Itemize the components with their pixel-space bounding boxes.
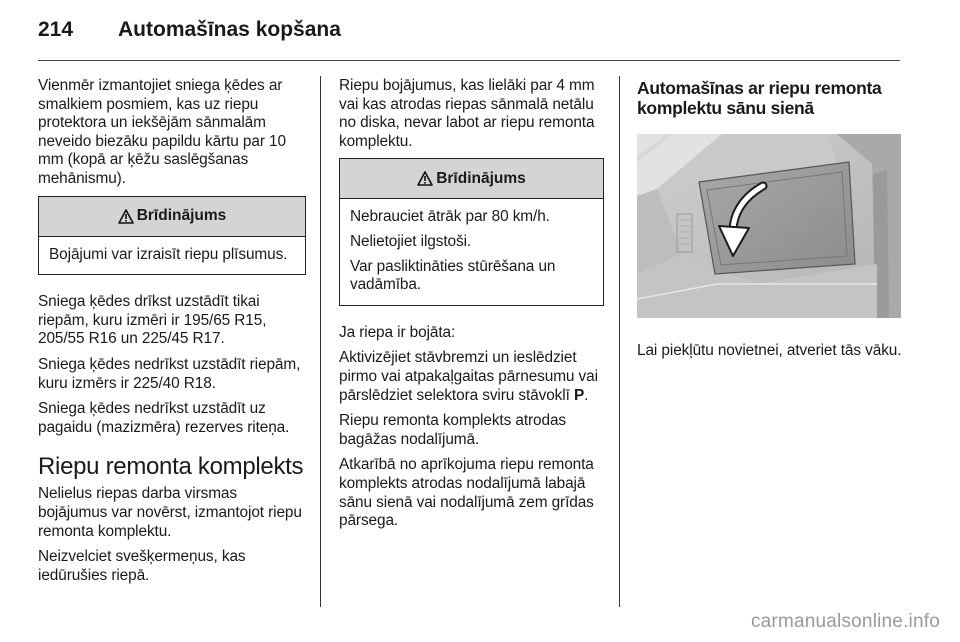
column-1 <box>38 77 306 592</box>
column-2 <box>339 77 604 538</box>
warning-title: Brīdinājums <box>136 207 227 225</box>
chapter-title: Automašīnas kopšana <box>118 18 341 41</box>
warning-header <box>340 159 603 199</box>
page-header <box>38 18 341 48</box>
chain-restriction-paragraph: Sniega ķēdes nedrīkst uzstādīt riepām, kuru izmērs ir 225/40 R18. <box>38 355 301 392</box>
parking-brake-paragraph: Aktivizējiet stāvbremzi un ieslēdziet pirmo vai atpakaļgaitas pārnesumu vai pārslēdziet selektora sviru stāvoklī P. <box>339 349 598 404</box>
watermark: carmanualsonline.info <box>750 611 940 632</box>
if-damaged-paragraph: Ja riepa ir bojāta: <box>339 323 456 341</box>
kit-equipment-paragraph: Atkarībā no aprīkojuma riepu remonta komplekts atrodas nodalījumā labajā sānu sienā vai nodalījumā zem grīdas pārsega. <box>339 456 594 530</box>
column-3 <box>637 77 902 368</box>
warning-triangle-icon <box>417 171 433 186</box>
column-divider-right <box>619 76 620 607</box>
damage-limit-paragraph: Riepu bojājumus, kas lielāki par 4 mm vai kas atrodas riepas sānmalā netālu no diska, nevar labot ar riepu remonta komplektu. <box>339 77 595 150</box>
header-divider <box>38 60 900 61</box>
warning-speed-line: Nebrauciet ātrāk par 80 km/h. <box>350 208 550 226</box>
spare-wheel-paragraph: Sniega ķēdes nedrīkst uzstādīt uz pagaidu (mazizmēra) rezerves riteņa. <box>38 400 290 436</box>
snow-chain-paragraph: Vienmēr izmantojiet sniega ķēdes ar smalkiem posmiem, kas uz riepu protektora un iekšējām sānmalām neveido biezāku papildu kārtu par 10 mm (kopā ar ķēžu saslēgšanas mehānismu). <box>38 77 286 187</box>
warning-box-driving <box>339 158 604 305</box>
access-instruction-paragraph: Lai piekļūtu novietnei, atveriet tās vāku. <box>637 342 902 359</box>
warning-text: Bojājumi var izraisīt riepu plīsumus. <box>49 245 288 263</box>
warning-handling-line: Var pasliktināties stūrēšana un vadāmība. <box>350 257 556 294</box>
page-number: 214 <box>38 18 74 41</box>
warning-duration-line: Nelietojiet ilgstoši. <box>350 232 472 250</box>
warning-box-tyre-damage <box>38 196 306 276</box>
warning-triangle-icon <box>118 209 134 224</box>
warning-title: Brīdinājums <box>436 169 526 187</box>
gear-p-label: P <box>573 386 585 404</box>
column-divider-left <box>320 76 321 607</box>
repair-kit-intro-paragraph: Nelielus riepas darba virsmas bojājumus var novērst, izmantojot riepu remonta komplektu. <box>38 485 302 540</box>
subsection-title: Automašīnas ar riepu remonta komplektu sānu sienā <box>637 78 882 118</box>
section-title: Riepu remonta komplekts <box>38 453 304 481</box>
warning-header <box>39 197 305 237</box>
foreign-objects-paragraph: Neizvelciet svešķermeņus, kas iedūrušies riepā. <box>38 548 246 584</box>
kit-location-paragraph: Riepu remonta komplekts atrodas bagāžas nodalījumā. <box>339 412 567 448</box>
chain-sizes-paragraph: Sniega ķēdes drīkst uzstādīt tikai riepām, kuru izmēri ir 195/65 R15, 205/55 R16 un 225/45 R17. <box>38 293 267 348</box>
trunk-side-panel-illustration <box>637 134 901 318</box>
